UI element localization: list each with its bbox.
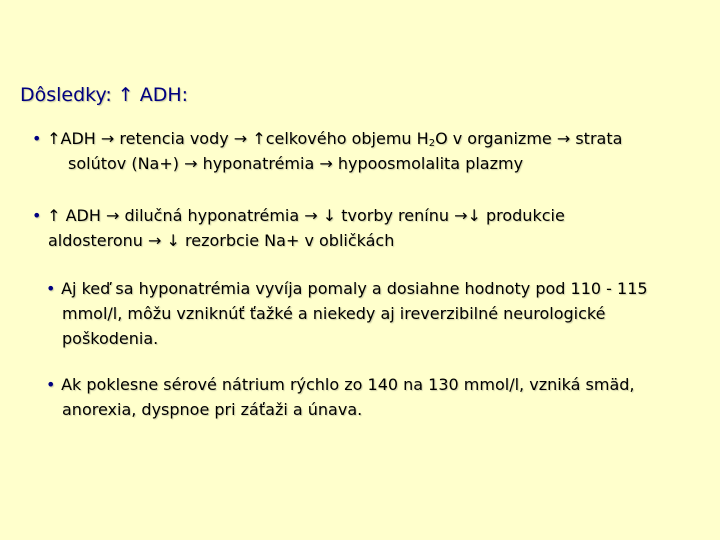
bullet-1-line-2: solútov (Na+) → hyponatrémia → hypoosmolalita plazmy	[68, 154, 524, 173]
bullet-adh-dilution	[32, 203, 712, 253]
bullet-4-line-1: Ak poklesne sérové nátrium rýchlo zo 140 na 130 mmol/l, vzniká smäd,	[61, 375, 635, 394]
bullet-1-subscript: 2	[428, 138, 436, 149]
bullet-1-line-1a: ↑ADH → retencia vody → ↑celkového objemu H	[47, 129, 429, 148]
slide-title: Dôsledky: ↑ ADH:	[20, 84, 189, 106]
bullet-marker: •	[46, 375, 56, 394]
bullet-3-line-3: poškodenia.	[62, 329, 159, 348]
bullet-slow-hyponatremia	[46, 276, 716, 351]
bullet-1-line-1b: O v organizme → strata	[435, 129, 623, 148]
bullet-3-line-1: Aj keď sa hyponatrémia vyvíja pomaly a dosiahne hodnoty pod 110 - 115	[61, 279, 648, 298]
bullet-2-line-2: aldosteronu → ↓ rezorbcie Na+ v obličkách	[48, 231, 395, 250]
bullet-marker: •	[32, 129, 42, 148]
bullet-4-line-2: anorexia, dyspnoe pri záťaži a únava.	[62, 400, 363, 419]
bullet-marker: •	[32, 206, 42, 225]
bullet-rapid-drop	[46, 372, 716, 422]
bullet-marker: •	[46, 279, 56, 298]
bullet-2-line-1: ↑ ADH → dilučná hyponatrémia → ↓ tvorby renínu →↓ produkcie	[47, 206, 565, 225]
bullet-3-line-2: mmol/l, môžu vzniknúť ťažké a niekedy aj ireverzibilné neurologické	[62, 304, 606, 323]
bullet-adh-retention	[32, 126, 712, 176]
